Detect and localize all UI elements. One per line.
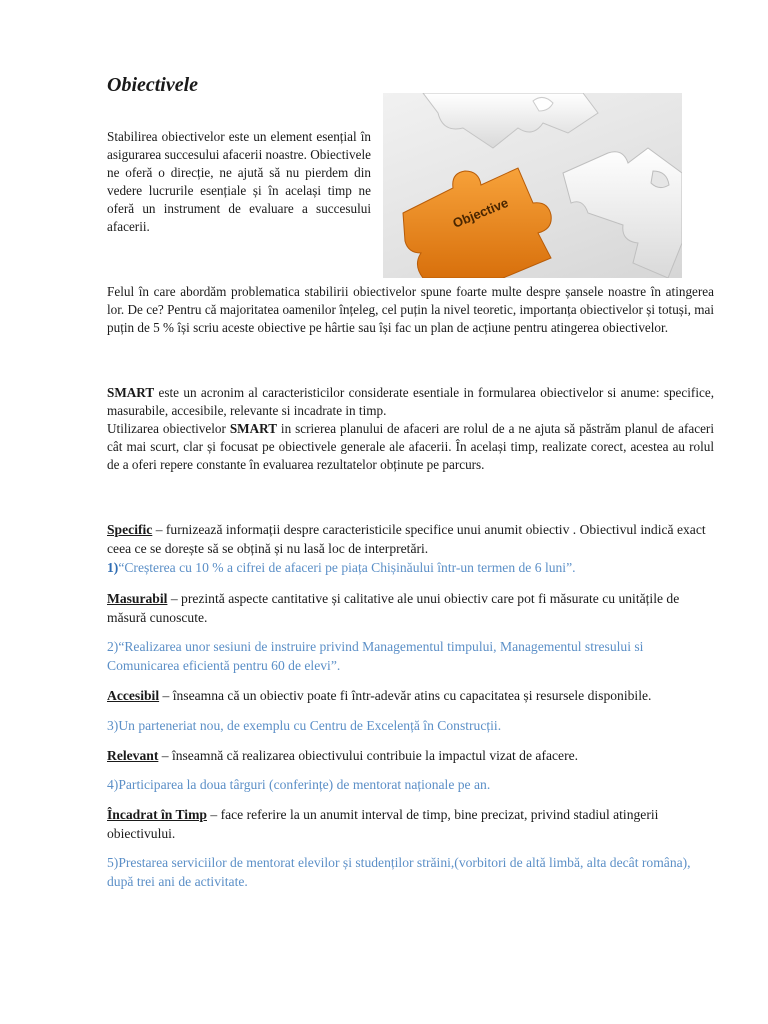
criterion-term: Relevant bbox=[107, 748, 159, 763]
criterion-definition: – prezintă aspecte cantitative și calitative ale unui obiectiv care pot fi măsurate cu unitățile de măsură cunoscute. bbox=[107, 591, 680, 625]
criterion-term: Încadrat în Timp bbox=[107, 807, 207, 822]
example-text: “Creșterea cu 10 % a cifrei de afaceri pe piața Chișinăului într-un termen de 6 luni”. bbox=[118, 560, 576, 575]
paragraph-approach: Felul în care abordăm problematica stabilirii obiectivelor spune foarte multe despre șansele noastre în atingerea lor. De ce? Pentru că majoritatea oamenilor înțeleg, cel puțin la nivel teoretic, importanța obiectivelor și totuși, mai puțin de 5 % își scriu aceste obiective pe hârtie sau își fac un plan de acțiune pentru atingerea obiectivelor. bbox=[107, 284, 714, 335]
example-number: 1) bbox=[107, 560, 119, 575]
page-title: Obiectivele bbox=[107, 74, 199, 96]
example-specific bbox=[107, 558, 714, 577]
smart-text-1: este un acronim al caracteristicilor considerate esentiale in formularea obiectivelor si anume: specifice, masurabile, accesibile, relevante si incadrate in timp. bbox=[107, 385, 714, 418]
smart-text-2a: Utilizarea obiectivelor bbox=[107, 421, 230, 436]
criterion-definition: – înseamnă că realizarea obiectivului contribuie la impactul vizat de afacere. bbox=[158, 748, 579, 763]
white-puzzle-right bbox=[563, 148, 682, 278]
example-incadrat-in-timp: 5)Prestarea serviciilor de mentorat elevilor și studenților străini,(vorbitori de altă limbă, alta decât româna), după trei ani de activitate. bbox=[107, 855, 691, 889]
intro-paragraph: Stabilirea obiectivelor este un element esențial în asigurarea succesului afacerii noastre. Obiectivele ne oferă o direcție, ne ajută să nu pierdem din vedere lucrurile esențiale și în același timp ne oferă un instrument de evaluare a succesului afacerii. bbox=[107, 129, 371, 234]
criterion-specific bbox=[107, 520, 714, 558]
criterion-definition: – furnizează informații despre caracteristicile specifice unui anumit obiectiv . Obiectivul indică exact ceea ce se dorește să se obțină și nu lasă loc de interpretări. bbox=[107, 522, 706, 556]
criterion-incadrat-in-timp bbox=[107, 805, 714, 843]
smart-text-2b: in scrierea planului de afaceri are rolul de a ne ajuta să păstrăm planul de afaceri cât mai scurt, clar și focusat pe obiectivele generale ale afacerii. În același timp, realizate corect, acestea au rolul de a oferi repere constante în evaluarea rezultatelor obținute pe parcurs. bbox=[107, 421, 714, 472]
criterion-relevant bbox=[107, 746, 714, 765]
criterion-definition: – înseamna că un obiectiv poate fi într-adevăr atins cu capacitatea și resursele disponibile. bbox=[159, 688, 652, 703]
puzzle-image bbox=[383, 93, 682, 278]
criterion-term: Masurabil bbox=[107, 591, 168, 606]
criterion-term: Accesibil bbox=[107, 688, 160, 703]
criterion-definition: – face referire la un anumit interval de timp, bine precizat, privind stadiul atingerii obiectivului. bbox=[107, 807, 659, 841]
smart-term: SMART bbox=[107, 385, 155, 400]
orange-puzzle-piece bbox=[403, 168, 551, 278]
example-masurabil: 2)“Realizarea unor sesiuni de instruire privind Managementul timpului, Managementul stresului si Comunicarea eficientă pentru 60 de elevi”. bbox=[107, 639, 644, 673]
example-relevant: 4)Participarea la doua târguri (conferințe) de mentorat naționale pe an. bbox=[107, 777, 491, 792]
example-accesibil: 3)Un parteneriat nou, de exemplu cu Centru de Excelență în Construcții. bbox=[107, 718, 502, 733]
white-puzzle-top bbox=[423, 93, 598, 148]
smart-term-2: SMART bbox=[229, 421, 277, 436]
smart-paragraph bbox=[107, 384, 714, 474]
puzzle-label: Objective bbox=[450, 194, 511, 231]
criterion-term: Specific bbox=[107, 522, 153, 537]
criterion-accesibil bbox=[107, 686, 714, 705]
criterion-masurabil bbox=[107, 589, 714, 627]
puzzle-illustration bbox=[383, 93, 682, 278]
